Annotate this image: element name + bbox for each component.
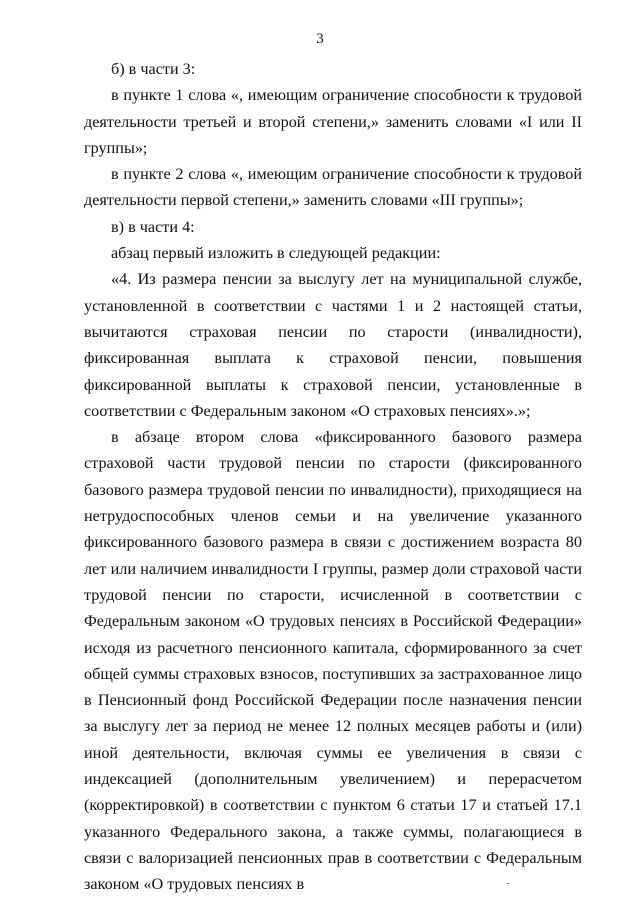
paragraph-part-3-heading: б) в части 3:: [111, 60, 196, 78]
paragraph-point-1: в пункте 1 слова «, имеющим ограничение способности к трудовой деятельности третьей и второй степени,» заменить словами «I или II группы»;: [84, 86, 582, 157]
paragraph-point-2: в пункте 2 слова «, имеющим ограничение способности к трудовой деятельности первой степени,» заменить словами «III группы»;: [84, 165, 582, 210]
paragraph-part-4-heading: в) в части 4:: [111, 217, 195, 236]
paragraph-second-abzac: в абзаце втором слова «фиксированного базового размера страховой части трудовой пенсии по старости (фиксированного базового размера трудовой пенсии по инвалидности), приходящиеся на нетрудоспособных членов семьи и на увеличение указанного фиксированного базового размера в связи с достижением возраста 80 лет или наличием инвалидности I группы, размер доли страховой части трудовой пенсии по старости, исчисленной в соответствии с Федеральным законом «О трудовых пенсиях в Российской Федерации» исходя из расчетного пенсионного капитала, сформированного за счет общей суммы страховых взносов, поступивших за застрахованное лицо в Пенсионный фонд Российской Федерации после назначения пенсии за выслугу лет за период не менее 12 полных месяцев работы и (или) иной деятельности, включая суммы ее увеличения в связи с индексацией (дополнительным увеличением) и перерасчетом (корректировкой) в соответствии с пунктом 6 статьи 17 и статьей 17.1 указанного Федерального закона, а также суммы, полагающиеся в связи с валоризацией пенсионных прав в соответствии с Федеральным законом «О трудовых пенсиях в: [84, 428, 582, 894]
paragraph-new-wording: «4. Из размера пенсии за выслугу лет на муниципальной службе, установленной в соответствии с частями 1 и 2 настоящей статьи, вычитаются страховая пенсии по старости (инвалидности), фиксированная выплата к страховой пенсии, повышения фиксированной выплаты к страховой пенсии, установленные в соответствии с Федеральным законом «О страховых пенсиях».»;: [84, 270, 582, 420]
page-number: 3: [316, 31, 324, 47]
scan-mark: [507, 883, 509, 884]
document-body: [84, 56, 582, 898]
paragraph-first-abzac-instruction: абзац первый изложить в следующей редакции:: [111, 244, 441, 263]
